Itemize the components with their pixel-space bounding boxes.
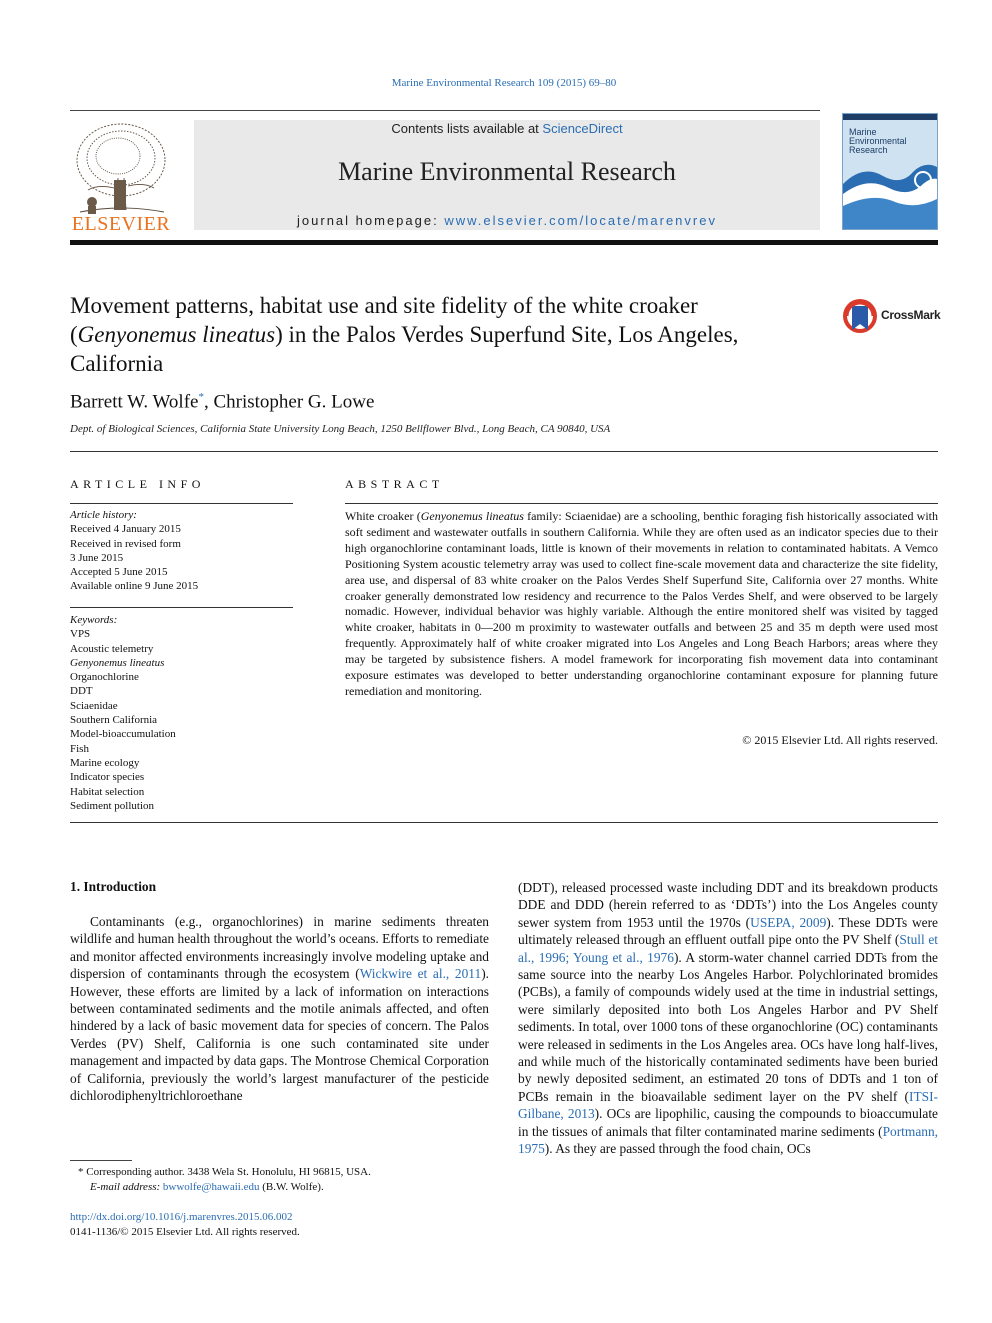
email-link[interactable]: bwwolfe@hawaii.edu (162, 1181, 260, 1193)
keyword: Fish (70, 742, 89, 755)
contents-prefix: Contents lists available at (391, 121, 543, 136)
abstract-rule (345, 503, 938, 504)
keyword: Southern California (70, 714, 158, 727)
abstract-text: White croaker (Genyonemus lineatus family: Sciaenidae) are a schooling, benthic foraging fish historically associated with soft sediment and wastewater outfalls in southern California. While they are often used as an indicator species due to their high organochlorine contaminant loads, little is known of their movements in relation to contaminated habitats. A Vemco Positioning System acoustic telemetry array was used to collect fine-scale movement data and characterize the site fidelity, area use, and dispersal of 83 white croaker on the Palos Verdes Shelf Superfund Site, California over 27 months. White croaker generally demonstrated low residency and recurrence to the Palos Verdes Shelf, and were observed to be largely nomadic. However, individual behavior was highly variable. Although the entire monitored shelf was visited by tagged white croaker, habitats in 0—200 m proximity to wastewater outfalls and between 25 and 35 m depth were used most frequently. Approximately half of white croaker migrated into Los Angeles and Long Beach Harbors; areas where they may be targeted by subsistence fishers. A model framework for incorporating fish movement data into contaminant exposure estimates was developed to better understanding organochlorine contaminant exposure for planning future remediation and monitoring. (345, 509, 938, 698)
crossmark-label[interactable]: CrossMark (881, 308, 941, 322)
article-history (70, 508, 198, 594)
introduction-heading: 1. Introduction (70, 879, 157, 894)
elsevier-wordmark: ELSEVIER (71, 213, 171, 235)
abstract-heading: ABSTRACT (345, 477, 444, 491)
reference-link[interactable]: ITSI-Gilbane, 2013 (518, 1088, 938, 1122)
journal-name: Marine Environmental Research (338, 157, 676, 186)
article-info-heading: ARTICLE INFO (70, 477, 205, 491)
keyword: Acoustic telemetry (70, 642, 154, 655)
header-thick-rule (70, 240, 938, 245)
body-left-column: Contaminants (e.g., organochlorines) in marine sediments threaten wildlife and human health throughout the world’s oceans. Efforts to remediate and monitor affected environments increasingly involve modeling uptake and dispersion of contaminants through the ecosystem (Wickwire et al., 2011). However, these efforts are limited by a lack of information on interactions between contaminated sediments and the motile animals affected, and often hindered by a lack of basic movement data for species of concern. The Palos Verdes (PV) Shelf, California is one such contaminated site under management and impacted by data gaps. The Montrose Chemical Corporation of California, previously the world’s largest manufacturer of the pesticide dichlorodiphenyltrichloroethane (70, 914, 489, 1104)
reference-link[interactable]: Stull et al., 1996; Young et al., 1976 (518, 932, 938, 965)
author-affiliation: Dept. of Biological Sciences, California State University Long Beach, 1250 Bellflower Blvd., Long Beach, CA 90840, USA (70, 423, 611, 435)
title-species-name: Genyonemus lineatus (77, 322, 276, 347)
homepage-prefix: journal homepage: (297, 213, 445, 228)
header-top-rule (70, 110, 820, 111)
author-2: Christopher G. Lowe (213, 391, 375, 413)
keywords-label: Keywords: (70, 614, 118, 626)
journal-homepage-line (194, 213, 820, 228)
history-item: Received 4 January 2015 (70, 523, 181, 536)
article-history-label: Article history: (70, 509, 137, 521)
keyword: Sciaenidae (70, 699, 118, 712)
issn-copyright: 0141-1136/© 2015 Elsevier Ltd. All rights reserved. (70, 1226, 300, 1238)
keyword: Sediment pollution (70, 799, 155, 812)
email-label: E-mail address: (90, 1181, 163, 1193)
homepage-link[interactable]: www.elsevier.com/locate/marenvrev (444, 213, 717, 228)
article-info-rule (70, 503, 293, 504)
abstract-copyright: © 2015 Elsevier Ltd. All rights reserved. (742, 733, 938, 747)
corresponding-author-mark[interactable]: * (198, 391, 204, 403)
abstract-bottom-rule (70, 822, 938, 823)
reference-link[interactable]: USEPA, 2009 (750, 914, 827, 930)
keyword: Organochlorine (70, 671, 139, 684)
article-title: Movement patterns, habitat use and site fidelity of the white croaker (Genyonemus lineatus) in the Palos Verdes Superfund Site, Los Angeles, California (70, 293, 739, 376)
footnote-rule (70, 1160, 132, 1161)
cover-title: Marine Environmental Research (849, 127, 907, 155)
author-1: Barrett W. Wolfe (70, 391, 199, 413)
doi-link[interactable]: http://dx.doi.org/10.1016/j.marenvres.2015.06.002 (70, 1211, 293, 1223)
sciencedirect-link[interactable]: ScienceDirect (542, 121, 623, 136)
keywords-list (70, 613, 176, 813)
history-item: Accepted 5 June 2015 (70, 566, 168, 579)
keyword: VPS (70, 628, 91, 641)
keyword: Habitat selection (70, 785, 145, 798)
reference-link[interactable]: Wickwire et al., 2011 (359, 966, 482, 982)
keyword: Genyonemus lineatus (70, 656, 165, 669)
journal-citation[interactable]: Marine Environmental Research 109 (2015) 69–80 (391, 77, 617, 89)
contents-line (194, 121, 820, 136)
corresponding-author-note: * Corresponding author. 3438 Wela St. Honolulu, HI 96815, USA. (78, 1166, 371, 1178)
keyword: DDT (70, 685, 93, 698)
history-item: 3 June 2015 (70, 551, 124, 564)
history-item: Received in revised form (70, 537, 181, 550)
email-note: E-mail address: bwwolfe@hawaii.edu (B.W. Wolfe). (90, 1181, 324, 1193)
keyword: Indicator species (70, 771, 145, 784)
keyword: Marine ecology (70, 756, 140, 769)
body-right-column: (DDT), released processed waste including DDT and its breakdown products DDE and DDD (herein referred to as ‘DDTs’) into the Los Angeles county sewer system from 1953 until the 1970s (USEPA, 2009). These DDTs were ultimately released through an effluent outfall pipe onto the PV Shelf (Stull et al., 1996; Young et al., 1976). A storm-water channel carried DDTs from the same source into the nearby Los Angeles Harbor. Polychlorinated bromides (PCBs), a family of compounds widely used at the time in industrial settings, were similarly deposited into both Los Angeles Harbor and PV Shelf sediments. In total, over 1000 tons of these organochlorine (OC) contaminants were released in sediments in the Los Angeles area. OCs have long half-lives, and while much of the historically contaminated sediments have been buried by newly deposited sediment, an estimated 20 tons of DDTs and 1 ton of PCBs remain in the bioavailable sediment layer on the PV shelf (ITSI-Gilbane, 2013). OCs are lipophilic, causing the compounds to bioaccumulate in the tissues of animals that filter contaminated marine sediments (Portmann, 1975). As they are passed through the food chain, OCs (518, 880, 938, 1157)
reference-link[interactable]: Portmann, 1975 (518, 1123, 938, 1157)
journal-cover-thumbnail[interactable] (842, 113, 938, 230)
keywords-rule (70, 607, 293, 608)
history-item: Available online 9 June 2015 (70, 580, 199, 593)
keyword: Model-bioaccumulation (70, 728, 176, 741)
title-bottom-rule (70, 451, 938, 452)
author-list: Barrett W. Wolfe*, Christopher G. Lowe (70, 391, 375, 413)
